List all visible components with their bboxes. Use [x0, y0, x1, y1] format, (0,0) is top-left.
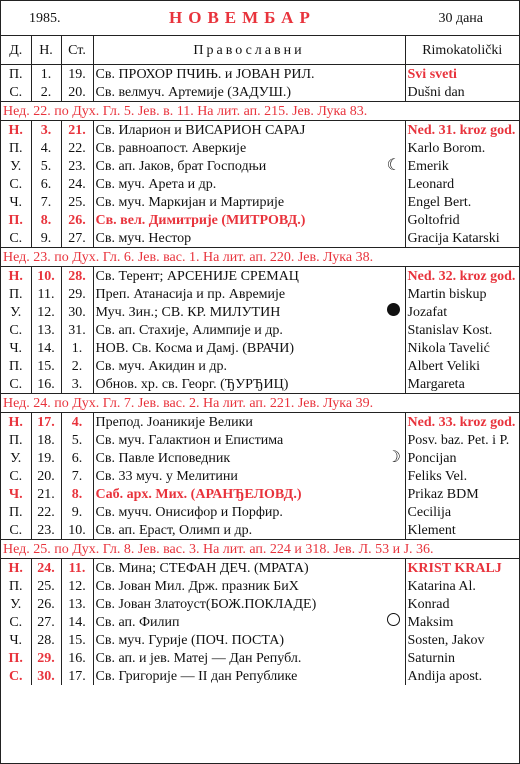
catholic-saint-cell: Gracija Katarski: [405, 229, 519, 248]
weekday-cell: П.: [1, 285, 31, 303]
moon-phase-cell: [383, 649, 405, 667]
weekday-cell: Н.: [1, 267, 31, 286]
moon-phase-cell: [383, 559, 405, 578]
day-row: [1, 413, 519, 432]
old-date-cell: 13.: [61, 595, 93, 613]
old-date-cell: 31.: [61, 321, 93, 339]
day-row: [1, 229, 519, 248]
catholic-saint-cell: Leonard: [405, 175, 519, 193]
weekday-cell: П.: [1, 431, 31, 449]
old-date-cell: 10.: [61, 521, 93, 540]
orthodox-saint-cell: Св. муч. Акидин и др.: [95, 358, 227, 374]
new-date-cell: 17.: [31, 413, 61, 432]
catholic-saint-cell: Maksim: [405, 613, 519, 631]
col-catholic-header: Rimokatolički: [405, 36, 519, 65]
weekday-cell: С.: [1, 467, 31, 485]
moon-phase-cell: [383, 193, 405, 211]
weekday-cell: Н.: [1, 413, 31, 432]
moon-phase-cell: [383, 83, 405, 102]
day-row: [1, 431, 519, 449]
weekday-cell: У.: [1, 303, 31, 321]
old-date-cell: 26.: [61, 211, 93, 229]
weekday-cell: Ч.: [1, 193, 31, 211]
new-date-cell: 10.: [31, 267, 61, 286]
new-date-cell: 8.: [31, 211, 61, 229]
catholic-saint-cell: Jozafat: [405, 303, 519, 321]
new-date-cell: 1.: [31, 65, 61, 84]
catholic-saint-cell: Prikaz BDM: [405, 485, 519, 503]
orthodox-saint-cell: Св. муч. Арета и др.: [95, 176, 217, 192]
orthodox-saint-cell: Св. ап. и јев. Матеј — Дан Републ.: [95, 650, 302, 666]
moon-phase-cell: [383, 229, 405, 248]
weekday-cell: У.: [1, 449, 31, 467]
moon-phase-cell: [383, 339, 405, 357]
moon-phase-cell: [383, 321, 405, 339]
old-date-cell: 12.: [61, 577, 93, 595]
catholic-saint-cell: Feliks Vel.: [405, 467, 519, 485]
old-date-cell: 7.: [61, 467, 93, 485]
catholic-saint-cell: Posv. baz. Pet. i P.: [405, 431, 519, 449]
catholic-saint-cell: Albert Veliki: [405, 357, 519, 375]
catholic-saint-cell: Cecilija: [405, 503, 519, 521]
old-date-cell: 11.: [61, 559, 93, 578]
new-date-cell: 26.: [31, 595, 61, 613]
orthodox-saint-cell: Св. муч. Маркијан и Мартирије: [95, 194, 285, 210]
new-date-cell: 27.: [31, 613, 61, 631]
orthodox-saint-cell: Св. Терент; АРСЕНИЈЕ СРЕМАЦ: [95, 268, 299, 284]
day-row: [1, 613, 519, 631]
new-date-cell: 21.: [31, 485, 61, 503]
catholic-saint-cell: Andija apost.: [405, 667, 519, 685]
moon-phase-cell: [383, 413, 405, 432]
old-date-cell: 15.: [61, 631, 93, 649]
orthodox-saint-cell: Св. Јован Златоуст(БОЖ.ПОКЛАДЕ): [95, 596, 317, 612]
day-row: [1, 193, 519, 211]
orthodox-saint-cell: Св. муч. Нестор: [95, 230, 192, 246]
day-row: [1, 267, 519, 286]
new-date-cell: 15.: [31, 357, 61, 375]
moon-phase-cell: [383, 357, 405, 375]
moon-phase-cell: [383, 521, 405, 540]
new-date-cell: 2.: [31, 83, 61, 102]
weekday-cell: Ч.: [1, 485, 31, 503]
old-date-cell: 20.: [61, 83, 93, 102]
weekday-cell: С.: [1, 175, 31, 193]
old-date-cell: 28.: [61, 267, 93, 286]
moon-phase-cell: [383, 577, 405, 595]
day-row: [1, 121, 519, 140]
old-date-cell: 2.: [61, 357, 93, 375]
orthodox-saint-cell: Св. вел. Димитрије (МИТРОВД.): [95, 212, 306, 228]
catholic-saint-cell: KRIST KRALJ: [405, 559, 519, 578]
new-date-cell: 3.: [31, 121, 61, 140]
new-date-cell: 11.: [31, 285, 61, 303]
week-banner-text: Нед. 24. по Дух. Гл. 7. Јев. вас. 2. На лит. ап. 221. Јев. Лука 39.: [1, 394, 519, 413]
orthodox-saint-cell: Св. мучч. Онисифор и Порфир.: [95, 504, 283, 520]
week-banner: [1, 248, 519, 267]
weekday-cell: С.: [1, 667, 31, 685]
day-row: [1, 375, 519, 394]
day-row: [1, 595, 519, 613]
weekday-cell: П.: [1, 65, 31, 84]
moon-phase-cell: [383, 285, 405, 303]
catholic-saint-cell: Konrad: [405, 595, 519, 613]
weekday-cell: П.: [1, 139, 31, 157]
weekday-cell: П.: [1, 649, 31, 667]
old-date-cell: 24.: [61, 175, 93, 193]
new-date-cell: 4.: [31, 139, 61, 157]
calendar-body: [1, 65, 519, 686]
catholic-saint-cell: Sosten, Jakov: [405, 631, 519, 649]
orthodox-saint-cell: Св. ПРОХОР ПЧИЊ. и ЈОВАН РИЛ.: [95, 66, 315, 82]
weekday-cell: П.: [1, 357, 31, 375]
orthodox-saint-cell: Св. муч. Гурије (ПОЧ. ПОСТА): [95, 632, 284, 648]
new-date-cell: 13.: [31, 321, 61, 339]
old-date-cell: 29.: [61, 285, 93, 303]
old-date-cell: 6.: [61, 449, 93, 467]
moon-phase-cell: [383, 595, 405, 613]
moon-phase-cell: [383, 157, 405, 175]
old-date-cell: 8.: [61, 485, 93, 503]
old-date-cell: 23.: [61, 157, 93, 175]
moon-phase-cell: [383, 431, 405, 449]
new-date-cell: 16.: [31, 375, 61, 394]
weekday-cell: С.: [1, 613, 31, 631]
new-date-cell: 28.: [31, 631, 61, 649]
orthodox-saint-cell: Св. Иларион и ВИСАРИОН САРАЈ: [95, 122, 306, 138]
orthodox-saint-cell: Св. велмуч. Артемије (ЗАДУШ.): [95, 84, 291, 100]
orthodox-saint-cell: Св. Јован Мил. Држ. празник БиХ: [95, 578, 299, 594]
moon-phase-cell: [383, 375, 405, 394]
day-row: [1, 339, 519, 357]
day-row: [1, 175, 519, 193]
catholic-saint-cell: Margareta: [405, 375, 519, 394]
moon-phase-cell: [383, 267, 405, 286]
weekday-cell: Н.: [1, 559, 31, 578]
day-row: [1, 467, 519, 485]
week-banner-text: Нед. 22. по Дух. Гл. 5. Јев. в. 11. На лит. ап. 215. Јев. Лука 83.: [1, 102, 519, 121]
col-orthodox-header: Православни: [93, 36, 405, 65]
day-row: [1, 357, 519, 375]
orthodox-saint-cell: Св. ап. Јаков, брат Господњи: [95, 158, 267, 174]
catholic-saint-cell: Nikola Tavelić: [405, 339, 519, 357]
old-date-cell: 4.: [61, 413, 93, 432]
old-date-cell: 1.: [61, 339, 93, 357]
day-row: [1, 631, 519, 649]
new-date-cell: 12.: [31, 303, 61, 321]
day-row: [1, 649, 519, 667]
weekday-cell: У.: [1, 595, 31, 613]
orthodox-saint-cell: Саб. арх. Мих. (АРАНЂЕЛОВД.): [95, 486, 302, 502]
column-header-row: [1, 36, 519, 65]
catholic-saint-cell: Ned. 31. kroz god.: [405, 121, 519, 140]
old-date-cell: 21.: [61, 121, 93, 140]
orthodox-saint-cell: Св. ап. Ераст, Олимп и др.: [95, 522, 253, 538]
orthodox-saint-cell: Препод. Јоаникије Велики: [95, 414, 253, 430]
catholic-saint-cell: Katarina Al.: [405, 577, 519, 595]
moon-phase-cell: [383, 667, 405, 685]
day-row: [1, 503, 519, 521]
day-row: [1, 667, 519, 685]
weekday-cell: Ч.: [1, 631, 31, 649]
day-row: [1, 65, 519, 84]
weekday-cell: П.: [1, 577, 31, 595]
day-row: [1, 83, 519, 102]
orthodox-saint-cell: Св. Мина; СТЕФАН ДЕЧ. (МРАТА): [95, 560, 309, 576]
weekday-cell: С.: [1, 375, 31, 394]
orthodox-saint-cell: Св. Павле Исповедник: [95, 450, 231, 466]
week-banner: [1, 540, 519, 559]
moon-phase-cell: [383, 613, 405, 631]
day-row: [1, 485, 519, 503]
day-row: [1, 449, 519, 467]
catholic-saint-cell: Karlo Borom.: [405, 139, 519, 157]
moon-phase-cell: [383, 65, 405, 84]
catholic-saint-cell: Poncijan: [405, 449, 519, 467]
col-new-header: Н.: [31, 36, 61, 65]
calendar-table: [1, 35, 519, 685]
day-row: [1, 303, 519, 321]
orthodox-saint-cell: Св. ап. Стахије, Алимпије и др.: [95, 322, 283, 338]
old-date-cell: 19.: [61, 65, 93, 84]
month-title: НОВЕМБАР: [169, 8, 316, 27]
calendar-header: [1, 1, 519, 35]
col-old-header: Ст.: [61, 36, 93, 65]
col-day-header: Д.: [1, 36, 31, 65]
orthodox-saint-cell: Обнов. хр. св. Георг. (ЂУРЂИЦ): [95, 376, 289, 392]
old-date-cell: 27.: [61, 229, 93, 248]
orthodox-saint-cell: Св. 33 муч. у Мелитини: [95, 468, 238, 484]
moon-phase-cell: [383, 303, 405, 321]
new-date-cell: 25.: [31, 577, 61, 595]
weekday-cell: Н.: [1, 121, 31, 140]
catholic-saint-cell: Svi sveti: [405, 65, 519, 84]
catholic-saint-cell: Martin biskup: [405, 285, 519, 303]
last-quarter-moon-icon: ☾: [386, 157, 401, 174]
orthodox-saint-cell: Св. муч. Галактион и Епистима: [95, 432, 284, 448]
catholic-saint-cell: Emerik: [405, 157, 519, 175]
weekday-cell: С.: [1, 229, 31, 248]
old-date-cell: 30.: [61, 303, 93, 321]
old-date-cell: 3.: [61, 375, 93, 394]
catholic-saint-cell: Klement: [405, 521, 519, 540]
old-date-cell: 14.: [61, 613, 93, 631]
new-date-cell: 18.: [31, 431, 61, 449]
new-date-cell: 22.: [31, 503, 61, 521]
catholic-saint-cell: Ned. 32. kroz god.: [405, 267, 519, 286]
catholic-saint-cell: Saturnin: [405, 649, 519, 667]
new-date-cell: 20.: [31, 467, 61, 485]
moon-phase-cell: [383, 485, 405, 503]
moon-phase-cell: [383, 175, 405, 193]
day-row: [1, 139, 519, 157]
week-banner-text: Нед. 25. по Дух. Гл. 8. Јев. вас. 3. На лит. ап. 224 и 318. Јев. Л. 53 и Ј. 36.: [1, 540, 519, 559]
weekday-cell: С.: [1, 321, 31, 339]
new-date-cell: 9.: [31, 229, 61, 248]
orthodox-saint-cell: Св. Григорије — II дан Републике: [95, 668, 298, 684]
day-row: [1, 211, 519, 229]
moon-phase-cell: [383, 631, 405, 649]
catholic-saint-cell: Ned. 33. kroz god.: [405, 413, 519, 432]
moon-phase-cell: [383, 467, 405, 485]
first-quarter-moon-icon: ☽: [386, 449, 401, 466]
weekday-cell: Ч.: [1, 339, 31, 357]
moon-phase-cell: [383, 139, 405, 157]
old-date-cell: 16.: [61, 649, 93, 667]
moon-phase-cell: [383, 449, 405, 467]
new-date-cell: 7.: [31, 193, 61, 211]
week-banner-text: Нед. 23. по Дух. Гл. 6. Јев. вас. 1. На лит. ап. 220. Јев. Лука 38.: [1, 248, 519, 267]
day-row: [1, 157, 519, 175]
moon-phase-cell: [383, 211, 405, 229]
new-date-cell: 23.: [31, 521, 61, 540]
day-row: [1, 321, 519, 339]
old-date-cell: 25.: [61, 193, 93, 211]
catholic-saint-cell: Dušni dan: [405, 83, 519, 102]
weekday-cell: С.: [1, 83, 31, 102]
weekday-cell: С.: [1, 521, 31, 540]
old-date-cell: 22.: [61, 139, 93, 157]
weekday-cell: П.: [1, 211, 31, 229]
days-count: 30 дана: [438, 11, 483, 26]
catholic-saint-cell: Engel Bert.: [405, 193, 519, 211]
day-row: [1, 521, 519, 540]
moon-phase-cell: [383, 121, 405, 140]
new-date-cell: 30.: [31, 667, 61, 685]
old-date-cell: 9.: [61, 503, 93, 521]
new-date-cell: 19.: [31, 449, 61, 467]
new-date-cell: 29.: [31, 649, 61, 667]
new-date-cell: 6.: [31, 175, 61, 193]
catholic-saint-cell: Goltofrid: [405, 211, 519, 229]
weekday-cell: П.: [1, 503, 31, 521]
weekday-cell: У.: [1, 157, 31, 175]
catholic-saint-cell: Stanislav Kost.: [405, 321, 519, 339]
week-banner: [1, 394, 519, 413]
new-date-cell: 14.: [31, 339, 61, 357]
year-label: 1985.: [29, 11, 61, 26]
new-date-cell: 5.: [31, 157, 61, 175]
orthodox-saint-cell: Муч. Зин.; СВ. КР. МИЛУТИН: [95, 304, 281, 320]
old-date-cell: 5.: [61, 431, 93, 449]
orthodox-saint-cell: Св. ап. Филип: [95, 614, 180, 630]
orthodox-saint-cell: НОВ. Св. Косма и Дамј. (ВРАЧИ): [95, 340, 295, 356]
day-row: [1, 285, 519, 303]
moon-phase-cell: [383, 503, 405, 521]
day-row: [1, 559, 519, 578]
new-moon-icon: [387, 613, 400, 626]
week-banner: [1, 102, 519, 121]
orthodox-saint-cell: Св. равноапост. Аверкије: [95, 140, 247, 156]
old-date-cell: 17.: [61, 667, 93, 685]
new-date-cell: 24.: [31, 559, 61, 578]
day-row: [1, 577, 519, 595]
orthodox-saint-cell: Преп. Атанасија и пр. Авремије: [95, 286, 286, 302]
full-moon-icon: [387, 303, 400, 316]
